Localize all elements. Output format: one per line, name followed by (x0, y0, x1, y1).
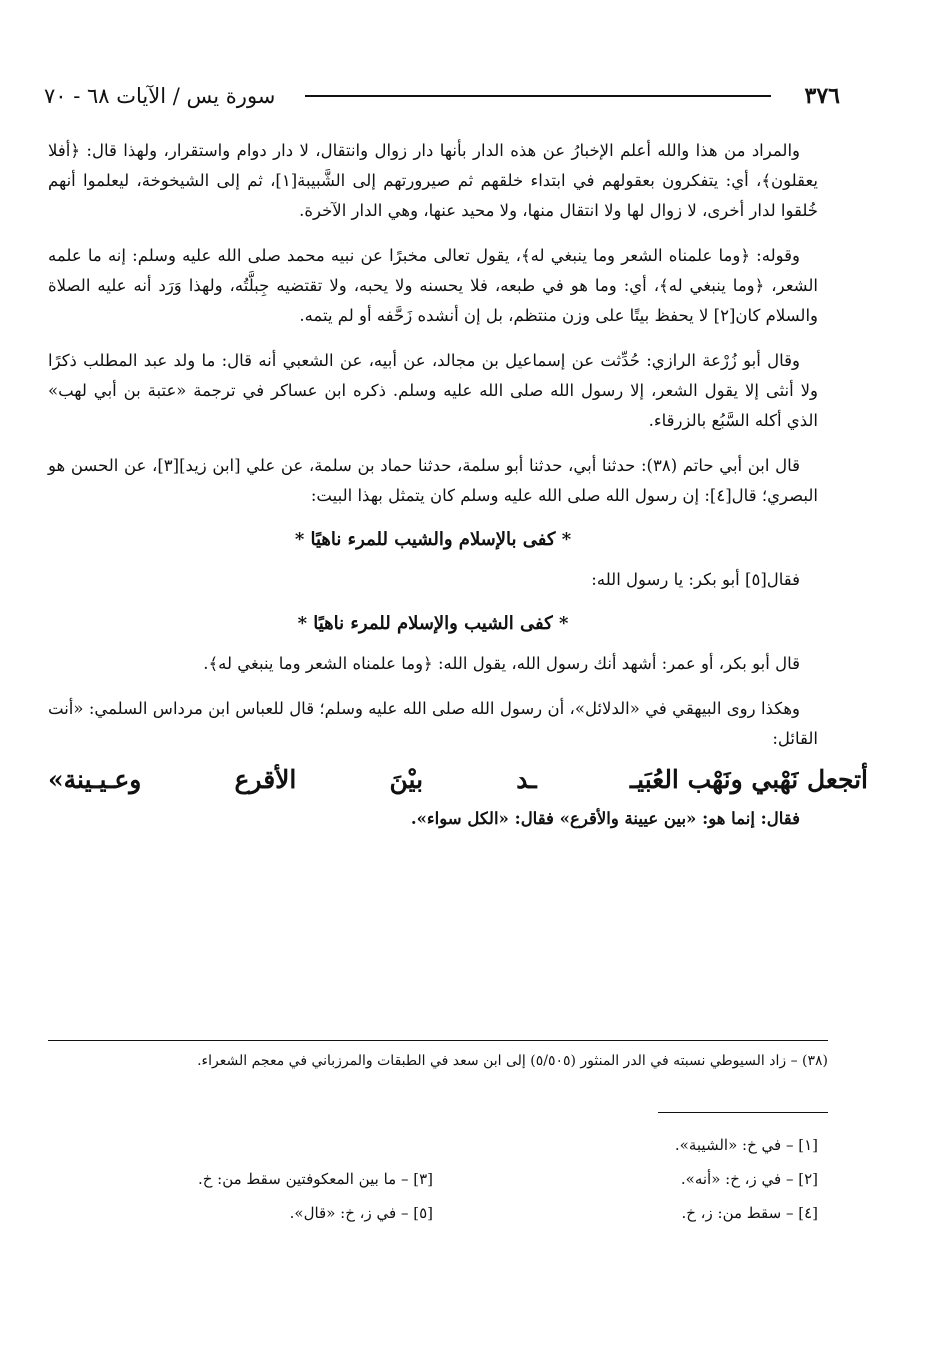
footnote-1: [١] – في خ: «الشيبة». (674, 1136, 818, 1154)
poem-part-5: وعـيـينة» (48, 765, 142, 794)
paragraph-5: فقال[٥] أبو بكر: يا رسول الله: (591, 570, 800, 589)
page-header (44, 80, 840, 112)
paragraph-4: قال ابن أبي حاتم (٣٨): حدثنا أبي، حدثنا أبو سلمة، حدثنا حماد بن سلمة، عن علي [ابن زيد][٣]، عن الحسن هو البصري؛ قال[٤]: إن رسول الله صلى الله عليه وسلم كان يتمثل بهذا البيت: (48, 456, 818, 505)
paragraph-1: والمراد من هذا والله أعلم الإخبارُ عن هذه الدار بأنها دار زوال وانتقال، لا دار دوام واستقرار، ولهذا قال: ﴿أفلا يعقلون﴾، أي: يتفكرون بعقولهم في ابتداء خلقهم ثم صيرورتهم إلى الشَّبيبة[١]، ثم إلى الشيخوخة، ليعلموا أنهم خُلقوا لدار أخرى، لا زوال لها ولا انتقال منها، ولا محيد عنها، وهي الدار الآخرة. (48, 141, 818, 220)
footnote-row (48, 1162, 818, 1196)
verse-1: * كفى بالإسلام والشيب للمرء ناهيًا * (294, 529, 572, 550)
paragraph-6: قال أبو بكر، أو عمر: أشهد أنك رسول الله، يقول الله: ﴿وما علمناه الشعر وما ينبغي له﴾. (203, 654, 800, 673)
footnotes (48, 1128, 818, 1230)
poem-part-2: ـد (516, 765, 537, 794)
footnote-5: [٥] – في ز، خ: «قال». (289, 1204, 433, 1222)
paragraph-8: فقال: إنما هو: «بين عيينة والأقرع» فقال: «الكل سواء». (410, 809, 800, 828)
page-number: ٣٧٦ (804, 83, 840, 109)
poem-line (48, 760, 868, 800)
footnote-4: [٤] – سقط من: ز، خ. (681, 1204, 818, 1222)
footnote-row (48, 1128, 818, 1162)
main-text (48, 136, 868, 849)
running-title: سورة يس / الآيات ٦٨ - ٧٠ (44, 84, 276, 108)
footnote-2: [٢] – في ز، خ: «أنه». (680, 1170, 818, 1188)
paragraph-3: وقال أبو زُرْعة الرازي: حُدِّثت عن إسماعيل بن مجالد، عن أبيه، عن الشعبي أنه قال: ما ولد عبد المطلب ذكرًا ولا أنثى إلا يقول الشعر، إلا رسول الله صلى الله عليه وسلم. ذكره ابن عساكر في ترجمة «عتبة بن أبي لهب» الذي أكله السَّبُع بالزرقاء. (48, 351, 818, 430)
note-38: (٣٨) – زاد السيوطي نسبته في الدر المنثور (٥/٥٠٥) إلى ابن سعد في الطبقات والمرزباني في معجم الشعراء. (48, 1040, 828, 1069)
paragraph-7: وهكذا روى البيهقي في «الدلائل»، أن رسول الله صلى الله عليه وسلم؛ قال للعباس ابن مرداس السلمي: «أنت القائل: (48, 699, 818, 748)
footnote-rule (658, 1112, 828, 1113)
verse-2: * كفى الشيب والإسلام للمرء ناهيًا * (297, 613, 569, 634)
poem-part-4: الأقرع (234, 765, 297, 794)
paragraph-2: وقوله: ﴿وما علمناه الشعر وما ينبغي له﴾، يقول تعالى مخبرًا عن نبيه محمد صلى الله عليه وسلم: إنه ما علمه الشعر، ﴿وما ينبغي له﴾، أي: وما هو في طبعه، فلا يحسنه ولا يحبه، ولا تقتضيه جِبلَّتُه، ولهذا وَرَد أنه عليه الصلاة والسلام كان[٢] لا يحفظ بيتًا على وزن منتظم، بل إن أنشده زَحَّفه أو لم يتمه. (48, 246, 818, 325)
poem-part-3: بيْنَ (389, 765, 424, 794)
footnote-row (48, 1196, 818, 1230)
footnote-3: [٣] – ما بين المعكوفتين سقط من: خ. (197, 1170, 433, 1188)
poem-part-1: أتجعل نَهْبي ونَهْب العُبَيـ (629, 765, 868, 794)
header-rule (305, 95, 770, 97)
